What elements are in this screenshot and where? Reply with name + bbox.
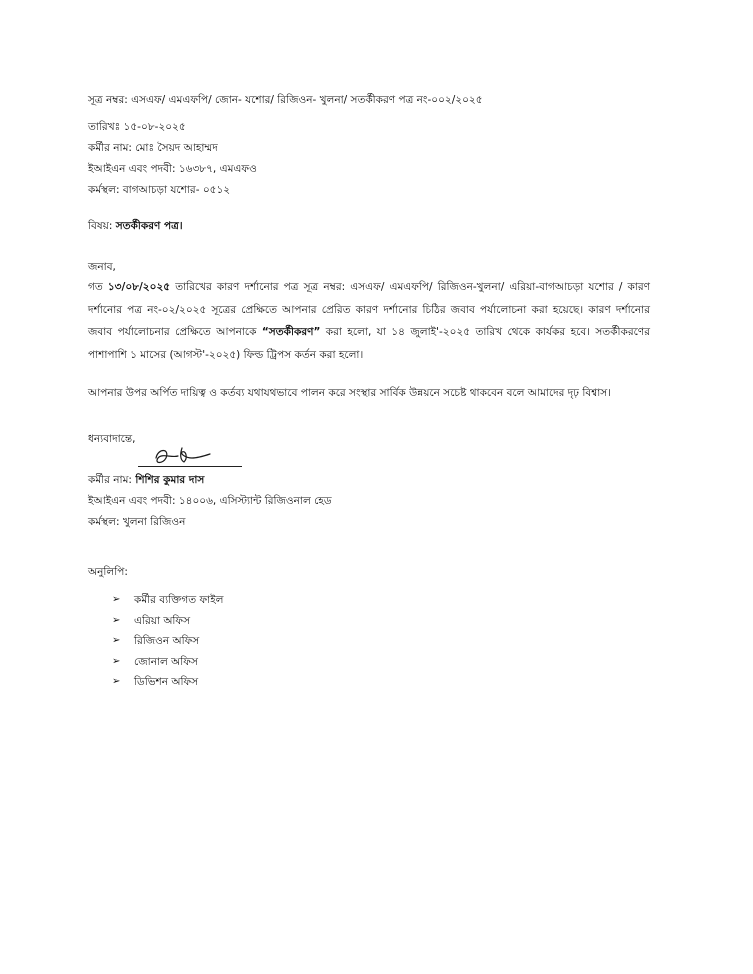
cc-label: অনুলিপি: bbox=[88, 566, 128, 578]
employee-id-designation: ইআইএন এবং পদবী: ১৬৩৮৭, এমএফও bbox=[88, 163, 257, 175]
subject-line bbox=[88, 219, 183, 233]
body-p1-line-4: পাশাপাশি ১ মাসের (আগস্ট'-২০২৫) ফিল্ড ট্রিপস কর্তন করা হলো। bbox=[88, 348, 364, 361]
arrow-bullet-icon: ➢ bbox=[112, 614, 121, 626]
arrow-bullet-icon: ➢ bbox=[112, 676, 121, 687]
arrow-bullet-icon: ➢ bbox=[112, 594, 121, 605]
signatory-name: শিশির কুমার দাস bbox=[135, 474, 205, 486]
salutation: জনাব, bbox=[88, 261, 116, 273]
employee-name: কর্মীর নাম: মোঃ সৈয়দ আহাম্মদ bbox=[88, 142, 218, 154]
letter-date: তারিখঃ ১৫-০৮-২০২৫ bbox=[88, 121, 186, 133]
cc-item-label: কর্মীর ব্যক্তিগত ফাইল bbox=[134, 594, 224, 606]
cc-item-label: ডিভিশন অফিস bbox=[134, 676, 199, 688]
signature-underline bbox=[138, 466, 242, 467]
signatory-workplace: কর্মস্থল: খুলনা রিজিওন bbox=[88, 516, 186, 528]
body-p1-line-2: দর্শানোর পত্র নং-০২/২০২৫ সূত্রের প্রেক্ষিতে আপনার প্রেরিত কারণ দর্শানোর চিঠির জবাব পর্যালোচনা করা হয়েছে। কারণ দর্শানোর bbox=[88, 303, 650, 316]
body-p1-line-1: গত ১৩/০৮/২০২৫ তারিখের কারণ দর্শানোর পত্র সূত্র নম্বর: এসএফ/ এমএফপি/ রিজিওন-খুলনা/ এরিয়া-বাগআচড়া যশোর / কারণ bbox=[88, 281, 650, 293]
closing: ধন্যবাদান্তে, bbox=[88, 433, 136, 445]
body-paragraph-1 bbox=[88, 276, 650, 366]
body-paragraph-2: আপনার উপর অর্পিত দায়িত্ব ও কর্তব্য যথাযথভাবে পালন করে সংস্থার সার্বিক উন্নয়নে সচেষ্ট থাকবেন বলে আমাদের দৃঢ় বিশ্বাস। bbox=[88, 387, 611, 399]
arrow-bullet-icon: ➢ bbox=[112, 635, 121, 646]
signatory-name-label: কর্মীর নাম: bbox=[88, 474, 136, 486]
subject-text: সতর্কীকরণ পত্র। bbox=[115, 220, 183, 232]
signature-image bbox=[152, 444, 216, 468]
subject-label: বিষয়: bbox=[88, 220, 116, 232]
reference-number: সূত্র নম্বর: এসএফ/ এমএফপি/ জোন- যশোর/ রিজিওন- খুলনা/ সতর্কীকরণ পত্র নং-০০২/২০২৫ bbox=[88, 94, 483, 106]
employee-workplace: কর্মস্থল: বাগআচড়া যশোর- ০৫১২ bbox=[88, 184, 231, 196]
signatory-id-designation: ইআইএন এবং পদবী: ১৪০০৬, এসিস্ট্যান্ট রিজিওনাল হেড bbox=[88, 495, 332, 507]
arrow-bullet-icon: ➢ bbox=[112, 655, 121, 667]
cc-item-label: জোনাল অফিস bbox=[134, 655, 198, 668]
cc-item-label: এরিয়া অফিস bbox=[134, 614, 191, 627]
cc-item-label: রিজিওন অফিস bbox=[134, 635, 200, 647]
signatory-name-line bbox=[88, 473, 204, 487]
body-p1-line-3: জবাব পর্যালোচনার প্রেক্ষিতে আপনাকে “সতর্কীকরণ” করা হলো, যা ১৪ জুলাই'-২০২৫ তারিখ থেকে কার্যকর হবে। সতর্কীকরণের bbox=[88, 326, 650, 338]
